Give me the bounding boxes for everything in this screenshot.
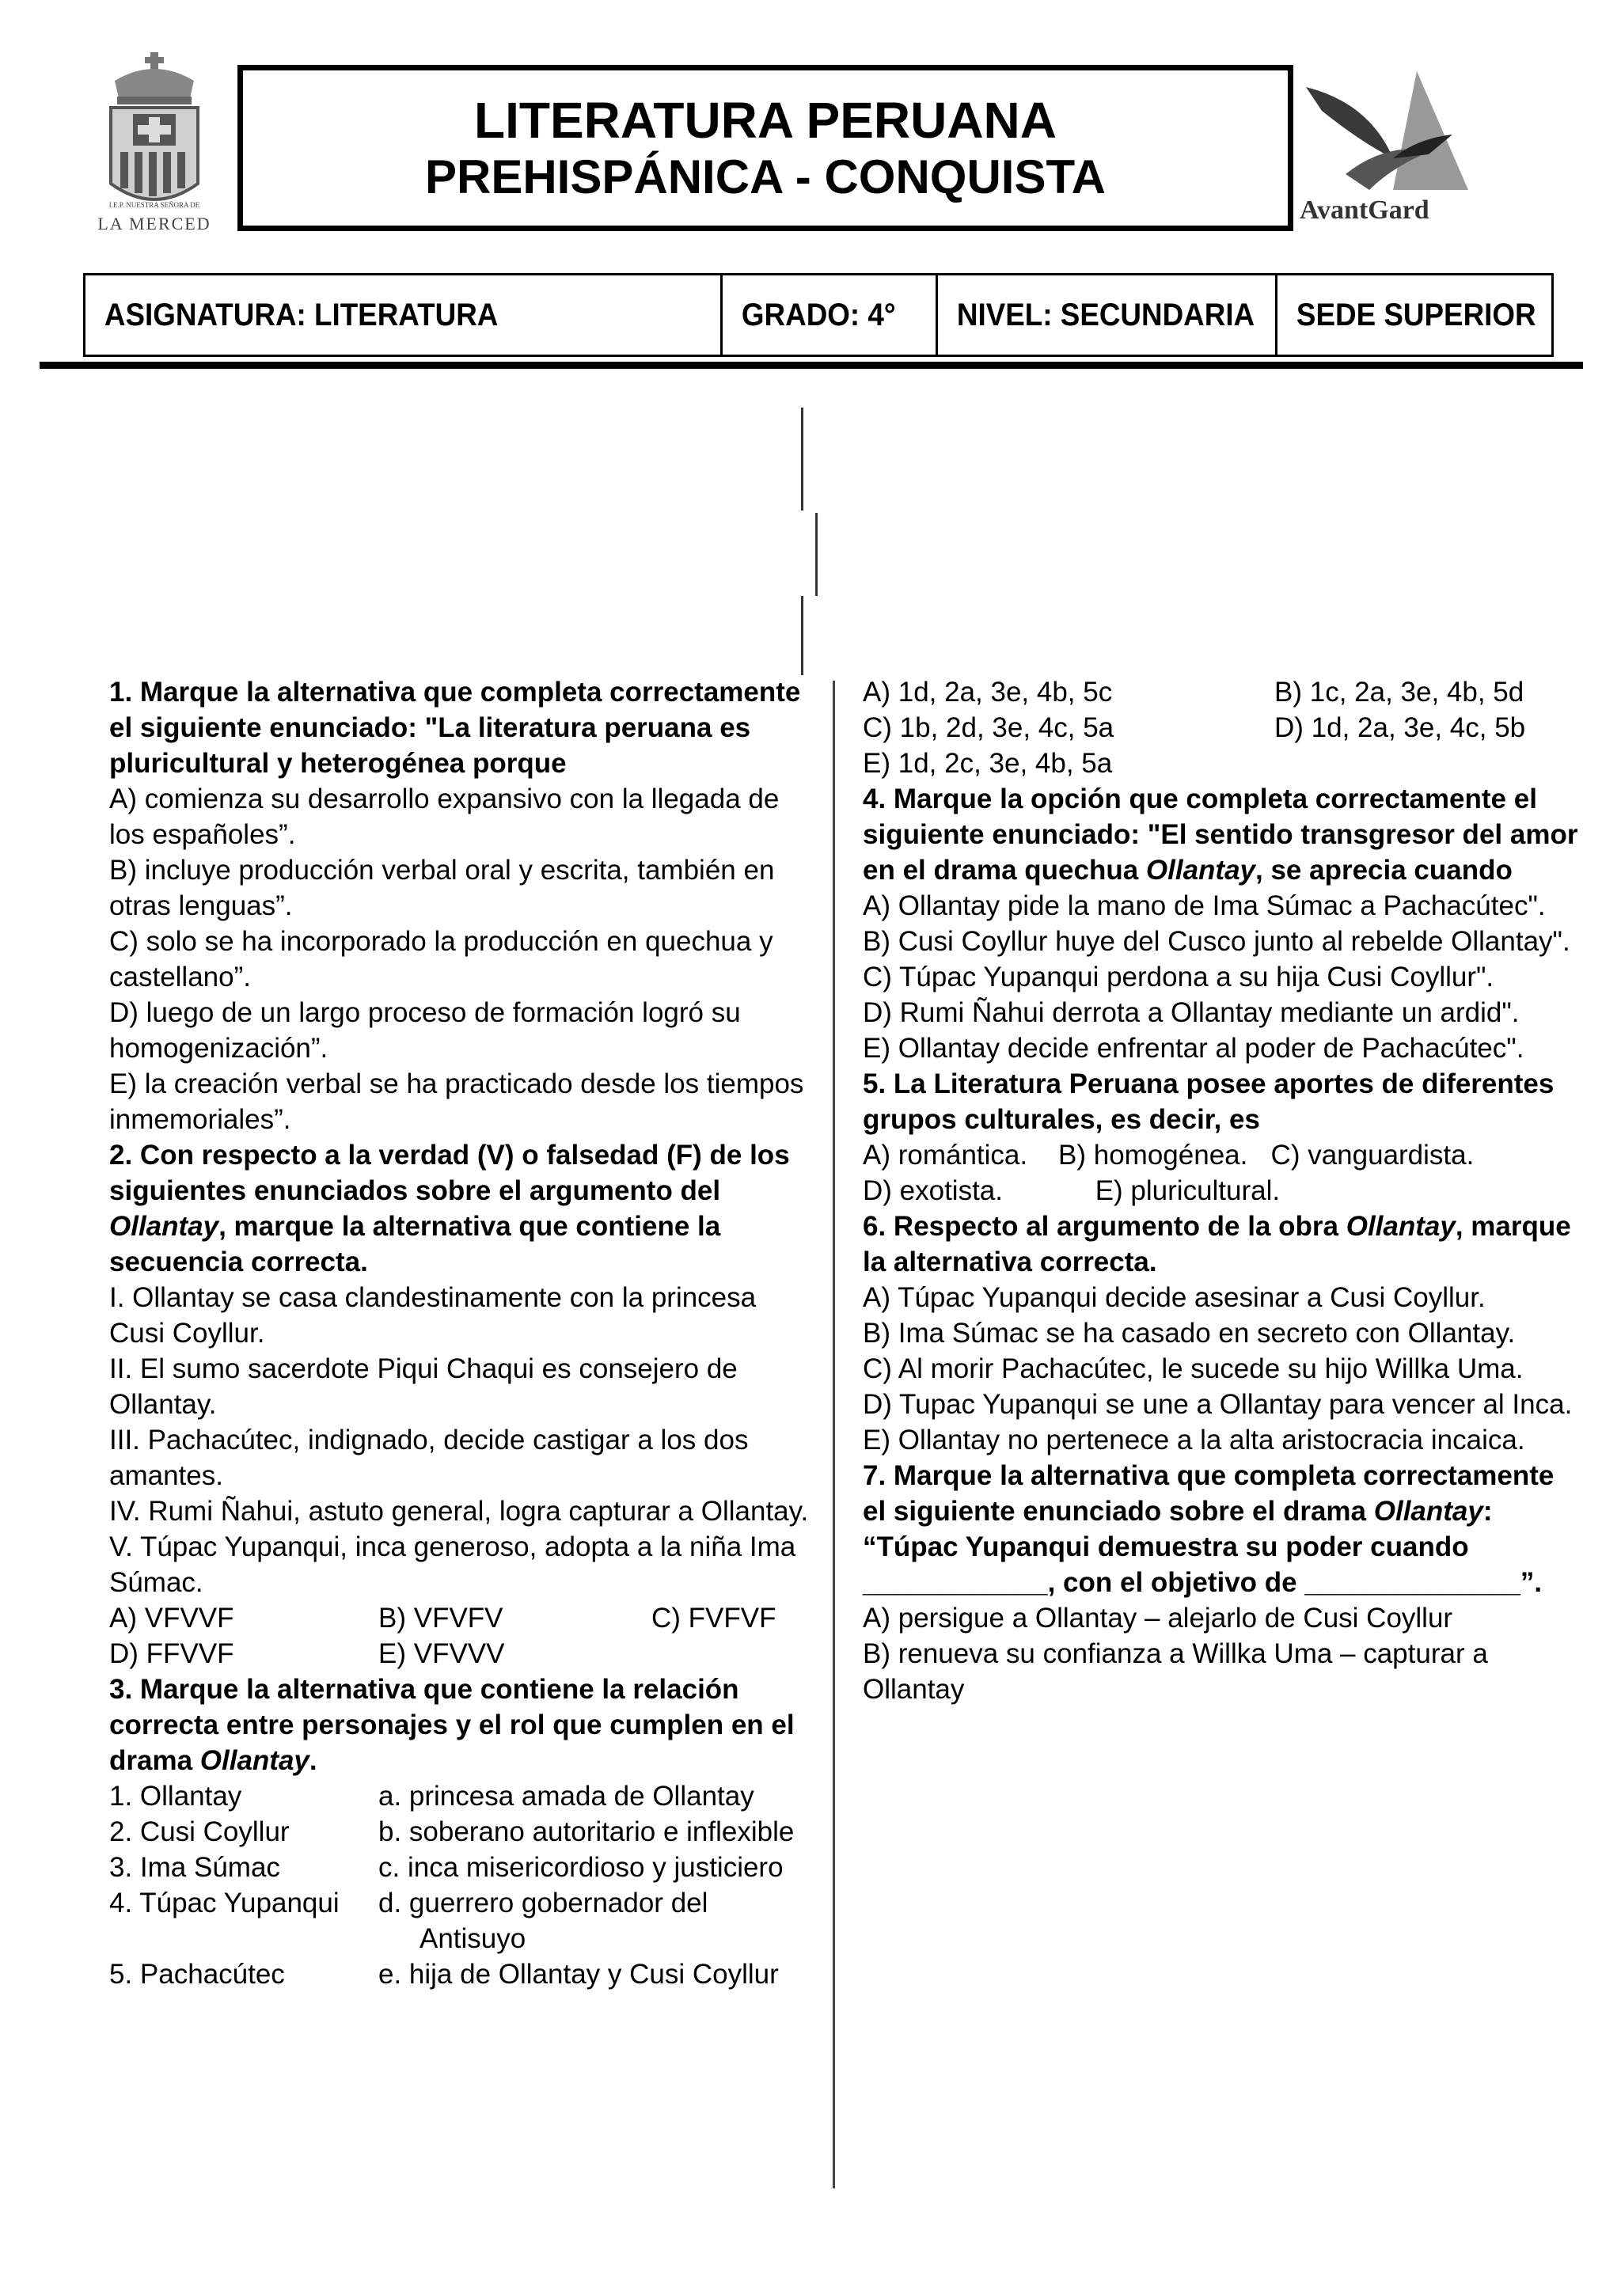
question-4-option-e: E) Ollantay decide enfrentar al poder de Pachacútec".: [863, 1033, 1524, 1064]
character-3: 3. Ima Súmac: [109, 1852, 280, 1883]
crest-small-text: I.E.P. NUESTRA SEÑORA DE: [108, 201, 200, 209]
page-subtitle: PREHISPÁNICA - CONQUISTA: [424, 150, 1107, 203]
question-4-option-d: D) Rumi Ñahui derrota a Ollantay mediante un ardid".: [863, 997, 1520, 1028]
role-e: e. hija de Ollantay y Cusi Coyllur: [378, 1959, 779, 1990]
divider-mark: [815, 513, 818, 596]
question-7-stem: 7. Marque la alternativa que completa correctamente el siguiente enunciado sobre el drama Ollantay: “Túpac Yupanqui demuestra su poder cuando ____________, con el objetivo de ______________”.: [863, 1460, 1555, 1598]
question-2-option-b: B) VFVFV: [378, 1603, 503, 1634]
question-4-stem: 4. Marque la opción que completa correctamente el siguiente enunciado: "El sentido transgresor del amor en el drama quechua Ollantay, se aprecia cuando: [863, 784, 1578, 886]
role-d: d. guerrero gobernador del Antisuyo: [378, 1888, 708, 1954]
school-crest-logo: [79, 49, 230, 239]
question-3-option-e: E) 1d, 2c, 3e, 4b, 5a: [863, 748, 1113, 779]
question-3-option-c: C) 1b, 2d, 3e, 4c, 5a: [863, 712, 1114, 743]
character-2: 2. Cusi Coyllur: [109, 1816, 290, 1847]
question-3-options: [863, 674, 1583, 781]
divider-mark: [801, 596, 803, 675]
crest-big-text: LA MERCED: [97, 214, 211, 233]
question-3-stem: 3. Marque la alternativa que contiene la relación correcta entre personajes y el rol que cumplen en el drama Ollantay.: [109, 1674, 795, 1776]
question-5-option-d: D) exotista.: [863, 1175, 1003, 1206]
question-1-option-d: D) luego de un largo proceso de formación logró su homogenización”.: [109, 997, 741, 1064]
title-box: [237, 65, 1293, 231]
question-1-stem: 1. Marque la alternativa que completa correctamente el siguiente enunciado: "La literatura peruana es pluricultural y heterogénea porque: [109, 677, 801, 779]
question-1-option-c: C) solo se ha incorporado la producción en quechua y castellano”.: [109, 926, 773, 992]
question-3-option-b: B) 1c, 2a, 3e, 4b, 5d: [1274, 677, 1524, 708]
question-2-options: [109, 1600, 814, 1672]
question-1-option-b: B) incluye producción verbal oral y escrita, también en otras lenguas”.: [109, 855, 775, 921]
left-column: [109, 674, 814, 1992]
question-6-stem: 6. Respecto al argumento de la obra Ollantay, marque la alternativa correcta.: [863, 1211, 1571, 1277]
question-6-option-c: C) Al morir Pachacútec, le sucede su hijo Willka Uma.: [863, 1353, 1524, 1384]
question-2-statement-5: V. Túpac Yupanqui, inca generoso, adopta a la niña Ima Súmac.: [109, 1531, 796, 1598]
crest-icon: [79, 49, 230, 239]
question-7-option-a: A) persigue a Ollantay – alejarlo de Cusi Coyllur: [863, 1603, 1453, 1634]
character-4: 4. Túpac Yupanqui: [109, 1888, 340, 1918]
question-2-statement-2: II. El sumo sacerdote Piqui Chaqui es consejero de Ollantay.: [109, 1353, 738, 1420]
question-7-option-b: B) renueva su confianza a Willka Uma – capturar a Ollantay: [863, 1638, 1488, 1705]
column-divider: [833, 681, 835, 2188]
question-5-stem: 5. La Literatura Peruana posee aportes de diferentes grupos culturales, es decir, es: [863, 1068, 1555, 1135]
question-2-option-a: A) VFVVF: [109, 1603, 234, 1634]
question-4-option-b: B) Cusi Coyllur huye del Cusco junto al rebelde Ollantay".: [863, 926, 1570, 957]
divider-mark: [801, 408, 803, 510]
question-3-option-a: A) 1d, 2a, 3e, 4b, 5c: [863, 677, 1113, 708]
question-5-option-b: B) homogénea.: [1058, 1140, 1248, 1171]
right-column: [863, 674, 1583, 1707]
question-6-option-d: D) Tupac Yupanqui se une a Ollantay para vencer al Inca.: [863, 1389, 1573, 1420]
brand-text: AvantGard: [1300, 195, 1429, 225]
question-2-option-c: C) FVFVF: [651, 1603, 776, 1634]
role-b: b. soberano autoritario e inflexible: [378, 1816, 795, 1847]
question-5-option-c: C) vanguardista.: [1270, 1140, 1475, 1171]
question-2-option-d: D) FFVVF: [109, 1638, 234, 1669]
question-3-matching: [109, 1778, 814, 1992]
question-6-option-e: E) Ollantay no pertenece a la alta aristocracia incaica.: [863, 1425, 1525, 1455]
question-4-option-c: C) Túpac Yupanqui perdona a su hija Cusi Coyllur".: [863, 962, 1494, 992]
question-1-option-e: E) la creación verbal se ha practicado desde los tiempos inmemoriales”.: [109, 1068, 804, 1135]
bird-logo-icon: [1298, 55, 1480, 237]
question-5-options-row-2: [863, 1173, 1583, 1209]
question-4-option-a: A) Ollantay pide la mano de Ima Súmac a Pachacútec".: [863, 890, 1546, 921]
question-2-stem: 2. Con respecto a la verdad (V) o falsedad (F) de los siguientes enunciados sobre el argumento del Ollantay, marque la alternativa que contiene la secuencia correcta.: [109, 1140, 790, 1277]
grade-cell: GRADO: 4°: [741, 297, 896, 332]
role-c: c. inca misericordioso y justiciero: [378, 1852, 784, 1883]
character-1: 1. Ollantay: [109, 1781, 242, 1812]
header-rule: [40, 362, 1583, 369]
question-2-statement-3: III. Pachacútec, indignado, decide castigar a los dos amantes.: [109, 1425, 749, 1491]
question-6-option-b: B) Ima Súmac se ha casado en secreto con Ollantay.: [863, 1318, 1516, 1349]
question-6-option-a: A) Túpac Yupanqui decide asesinar a Cusi Coyllur.: [863, 1282, 1486, 1313]
character-5: 5. Pachacútec: [109, 1959, 285, 1990]
campus-cell: SEDE SUPERIOR: [1296, 297, 1536, 332]
question-1-option-a: A) comienza su desarrollo expansivo con la llegada de los españoles”.: [109, 784, 780, 850]
question-3-option-d: D) 1d, 2a, 3e, 4c, 5b: [1274, 712, 1526, 743]
question-5-option-a: A) romántica.: [863, 1140, 1028, 1171]
question-2-statement-1: I. Ollantay se casa clandestinamente con la princesa Cusi Coyllur.: [109, 1282, 757, 1349]
role-a: a. princesa amada de Ollantay: [378, 1781, 754, 1812]
page-title: LITERATURA PERUANA: [474, 92, 1057, 149]
avantgard-logo: [1298, 55, 1480, 237]
question-5-options-row-1: [863, 1137, 1583, 1173]
question-2-option-e: E) VFVVV: [378, 1638, 505, 1669]
question-5-option-e: E) pluricultural.: [1095, 1175, 1281, 1206]
question-2-statement-4: IV. Rumi Ñahui, astuto general, logra capturar a Ollantay.: [109, 1496, 809, 1527]
level-cell: NIVEL: SECUNDARIA: [956, 297, 1255, 332]
subject-cell: ASIGNATURA: LITERATURA: [104, 297, 499, 332]
course-info-table: [83, 273, 1554, 357]
